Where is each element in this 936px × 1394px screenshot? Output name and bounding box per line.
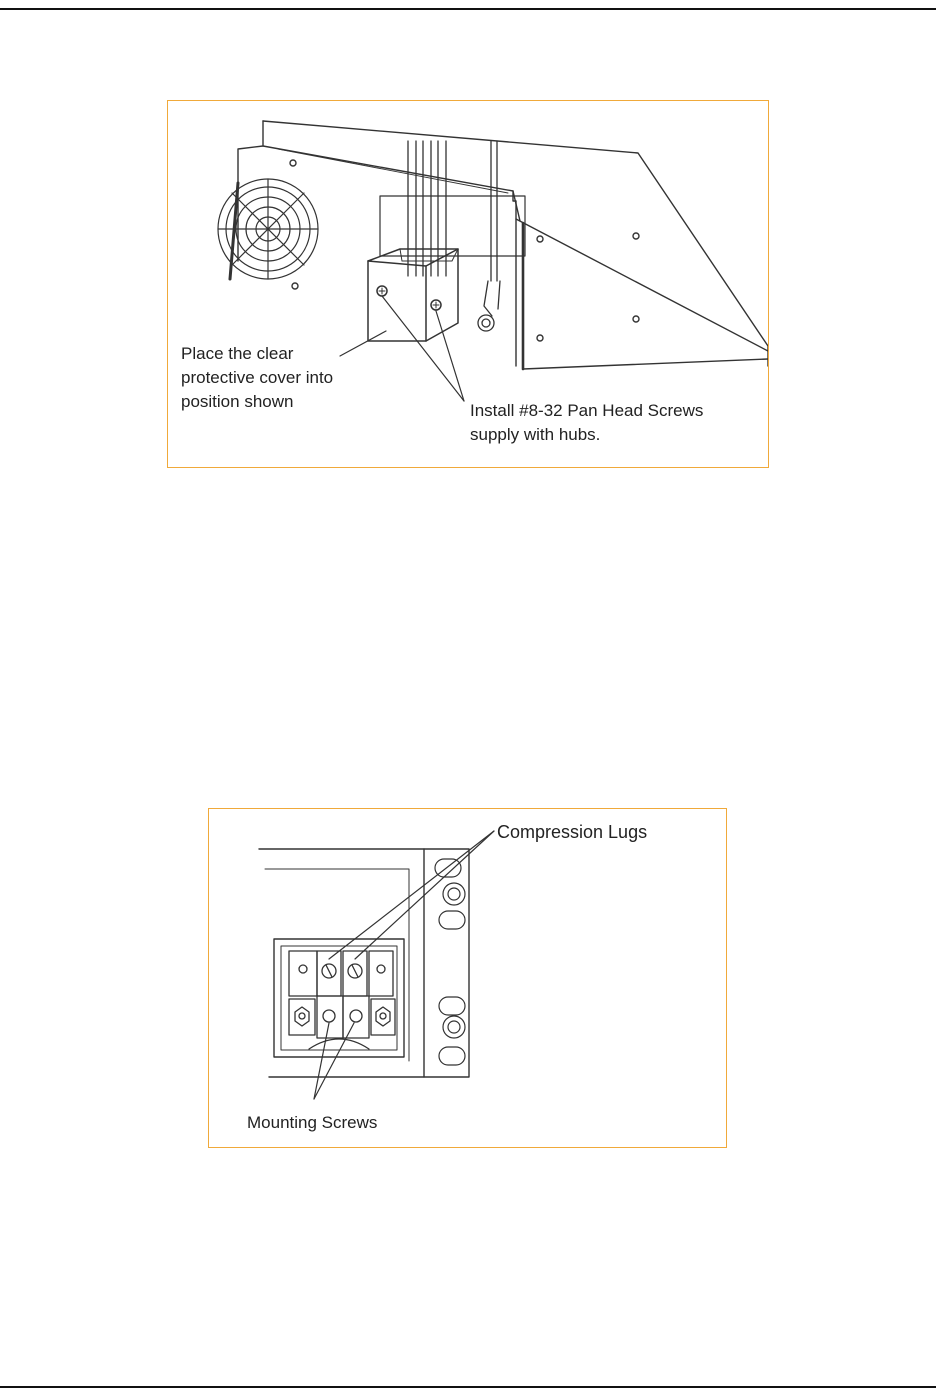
figure-terminal-block (208, 808, 727, 1148)
mounting-screw-icon (289, 996, 395, 1038)
leader-screw-2 (436, 311, 464, 401)
chassis-front-edge (513, 191, 516, 366)
leader-screw-1 (382, 296, 464, 401)
rack-ear (424, 849, 469, 1077)
cover-callout: Place the clear protective cover into position shown (181, 344, 334, 411)
chassis-screw (633, 233, 639, 239)
chassis-panel-edge (263, 146, 520, 221)
mounting-screws-callout: Mounting Screws (247, 1113, 378, 1132)
fan-grille-icon (218, 179, 318, 279)
lugs-callout: Compression Lugs (497, 822, 648, 842)
leader-mount-1 (314, 1023, 329, 1099)
compression-lug-icon (289, 951, 393, 996)
label-plate (380, 196, 525, 256)
bottom-rule (0, 1386, 936, 1388)
conduit-tubes (408, 141, 500, 331)
top-rule (0, 8, 936, 10)
rack-ear-slots (435, 859, 465, 1065)
ground-lug-icon (478, 315, 494, 331)
protective-cover (368, 249, 458, 341)
screws-callout: Install #8-32 Pan Head Screws supply with hubs. (470, 401, 704, 444)
terminal-block-drawing (209, 809, 727, 1148)
figure-cover-install (167, 100, 769, 468)
leader-mount-2 (314, 1023, 354, 1099)
